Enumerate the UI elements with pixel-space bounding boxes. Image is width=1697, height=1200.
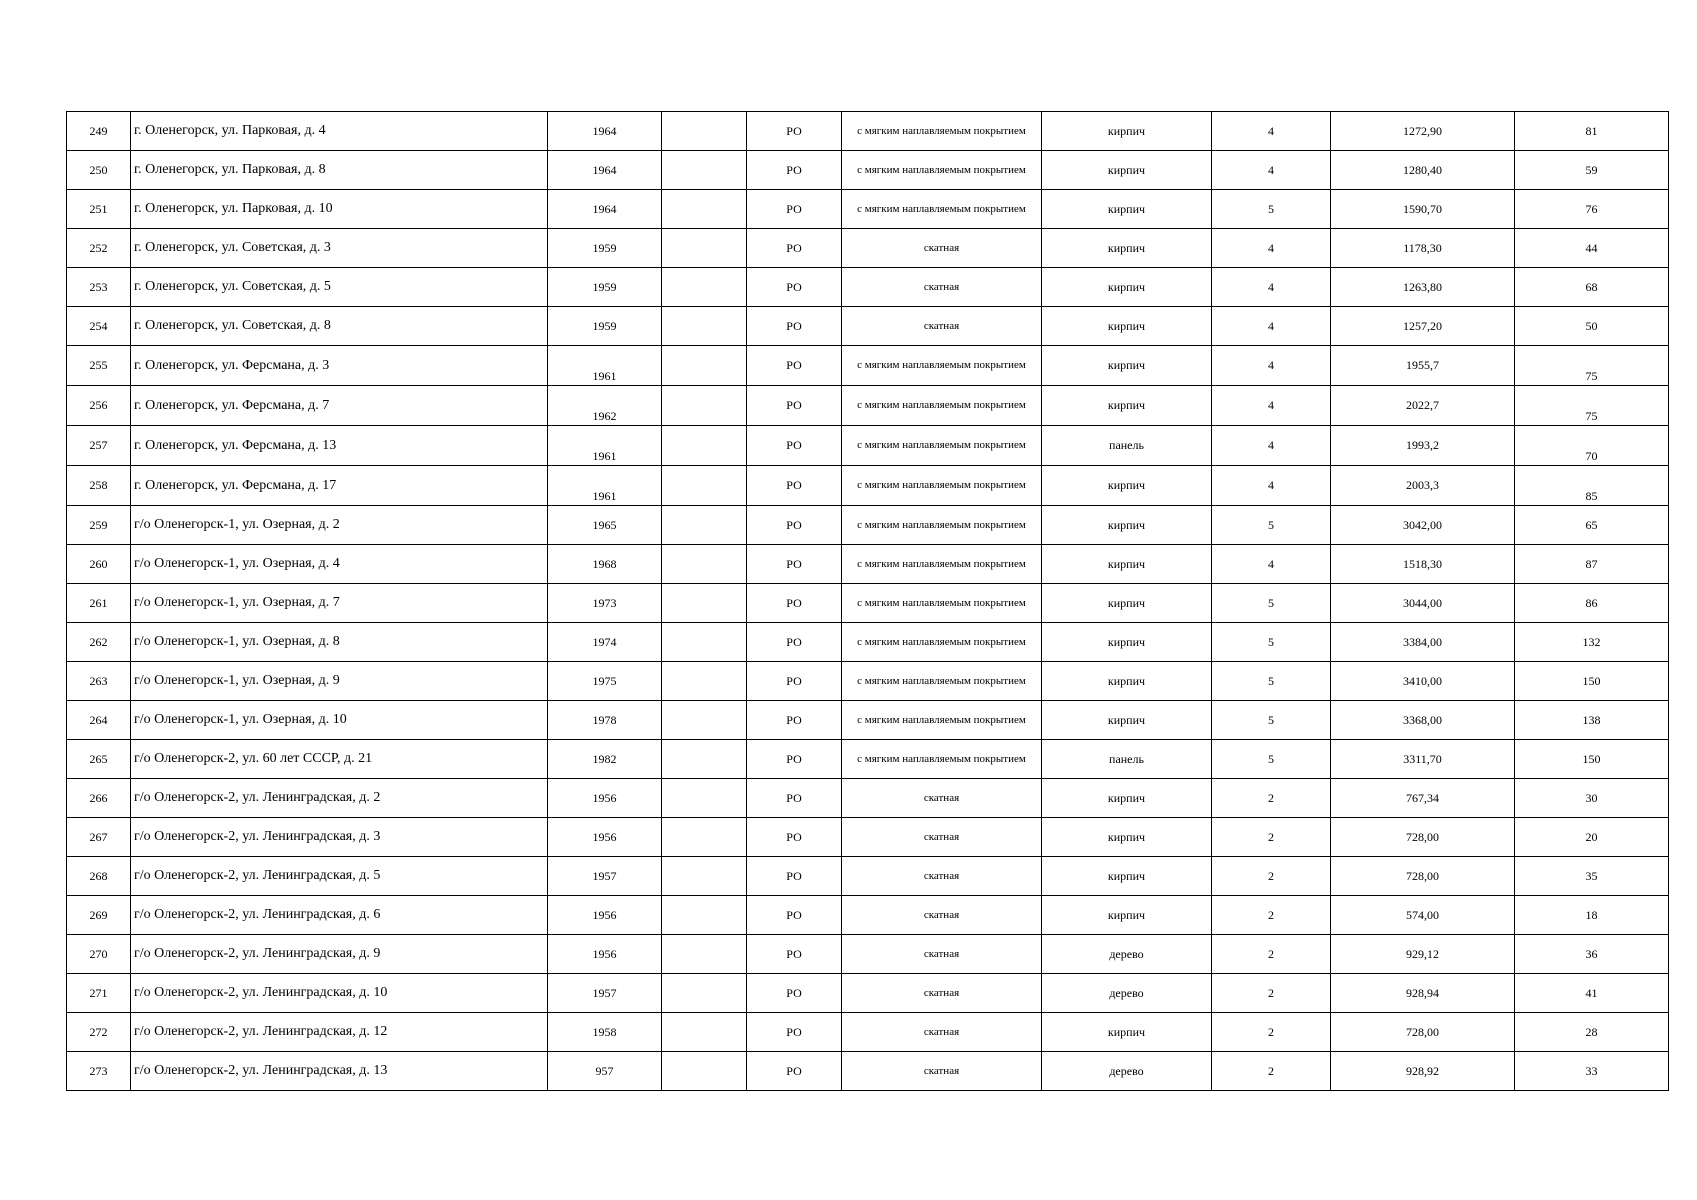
address-cell: г/о Оленегорск-2, ул. Ленинградская, д. 10 — [131, 974, 548, 1013]
method-cell: РО — [747, 623, 842, 662]
address-cell: г/о Оленегорск-1, ул. Озерная, д. 9 — [131, 662, 548, 701]
roof-type-cell: с мягким наплавляемым покрытием — [842, 426, 1042, 466]
table-row — [67, 740, 1669, 779]
residents-cell: 44 — [1515, 229, 1669, 268]
year-built-cell: 1959 — [548, 307, 662, 346]
table-row — [67, 974, 1669, 1013]
row-number-cell: 256 — [67, 386, 131, 426]
row-number-cell: 257 — [67, 426, 131, 466]
table-row — [67, 426, 1669, 466]
row-number-cell: 255 — [67, 346, 131, 386]
year-built-cell: 1975 — [548, 662, 662, 701]
address-cell: г. Оленегорск, ул. Советская, д. 8 — [131, 307, 548, 346]
method-cell: РО — [747, 426, 842, 466]
roof-type-cell: скатная — [842, 857, 1042, 896]
row-number-cell: 263 — [67, 662, 131, 701]
table-row — [67, 935, 1669, 974]
method-cell: РО — [747, 112, 842, 151]
table-row — [67, 506, 1669, 545]
floors-cell: 2 — [1212, 779, 1331, 818]
table-row — [67, 151, 1669, 190]
residents-cell: 132 — [1515, 623, 1669, 662]
wall-material-cell: кирпич — [1042, 779, 1212, 818]
area-cell: 1257,20 — [1331, 307, 1515, 346]
wall-material-cell: кирпич — [1042, 1013, 1212, 1052]
area-cell: 1518,30 — [1331, 545, 1515, 584]
address-cell: г. Оленегорск, ул. Советская, д. 3 — [131, 229, 548, 268]
wall-material-cell: кирпич — [1042, 584, 1212, 623]
residents-cell: 85 — [1515, 466, 1669, 506]
address-cell: г. Оленегорск, ул. Советская, д. 5 — [131, 268, 548, 307]
method-cell: РО — [747, 1013, 842, 1052]
residents-cell: 138 — [1515, 701, 1669, 740]
wall-material-cell: кирпич — [1042, 662, 1212, 701]
floors-cell: 5 — [1212, 701, 1331, 740]
address-cell: г/о Оленегорск-2, ул. Ленинградская, д. 12 — [131, 1013, 548, 1052]
roof-type-cell: скатная — [842, 779, 1042, 818]
wall-material-cell: панель — [1042, 426, 1212, 466]
address-cell: г. Оленегорск, ул. Парковая, д. 10 — [131, 190, 548, 229]
wall-material-cell: кирпич — [1042, 506, 1212, 545]
empty-cell — [662, 818, 747, 857]
year-built-cell: 1956 — [548, 896, 662, 935]
roof-type-cell: с мягким наплавляемым покрытием — [842, 701, 1042, 740]
roof-type-cell: с мягким наплавляемым покрытием — [842, 506, 1042, 545]
empty-cell — [662, 857, 747, 896]
row-number-cell: 252 — [67, 229, 131, 268]
row-number-cell: 266 — [67, 779, 131, 818]
roof-type-cell: с мягким наплавляемым покрытием — [842, 740, 1042, 779]
address-cell: г. Оленегорск, ул. Ферсмана, д. 7 — [131, 386, 548, 426]
table-row — [67, 818, 1669, 857]
residents-cell: 75 — [1515, 346, 1669, 386]
floors-cell: 2 — [1212, 974, 1331, 1013]
roof-type-cell: с мягким наплавляемым покрытием — [842, 112, 1042, 151]
table-row — [67, 857, 1669, 896]
empty-cell — [662, 346, 747, 386]
method-cell: РО — [747, 1052, 842, 1091]
empty-cell — [662, 268, 747, 307]
method-cell: РО — [747, 151, 842, 190]
row-number-cell: 249 — [67, 112, 131, 151]
residents-cell: 150 — [1515, 740, 1669, 779]
wall-material-cell: кирпич — [1042, 623, 1212, 662]
table-row — [67, 662, 1669, 701]
residents-cell: 75 — [1515, 386, 1669, 426]
floors-cell: 2 — [1212, 857, 1331, 896]
area-cell: 928,94 — [1331, 974, 1515, 1013]
residents-cell: 35 — [1515, 857, 1669, 896]
residents-cell: 41 — [1515, 974, 1669, 1013]
floors-cell: 5 — [1212, 662, 1331, 701]
wall-material-cell: дерево — [1042, 974, 1212, 1013]
wall-material-cell: дерево — [1042, 935, 1212, 974]
year-built-cell: 1962 — [548, 386, 662, 426]
residents-cell: 68 — [1515, 268, 1669, 307]
method-cell: РО — [747, 229, 842, 268]
residents-cell: 30 — [1515, 779, 1669, 818]
address-cell: г/о Оленегорск-2, ул. 60 лет СССР, д. 21 — [131, 740, 548, 779]
method-cell: РО — [747, 466, 842, 506]
floors-cell: 4 — [1212, 386, 1331, 426]
year-built-cell: 1968 — [548, 545, 662, 584]
address-cell: г/о Оленегорск-2, ул. Ленинградская, д. 9 — [131, 935, 548, 974]
year-built-cell: 1956 — [548, 818, 662, 857]
table-row — [67, 584, 1669, 623]
roof-type-cell: с мягким наплавляемым покрытием — [842, 623, 1042, 662]
row-number-cell: 265 — [67, 740, 131, 779]
residents-cell: 86 — [1515, 584, 1669, 623]
residents-cell: 76 — [1515, 190, 1669, 229]
residents-cell: 81 — [1515, 112, 1669, 151]
table-row — [67, 623, 1669, 662]
empty-cell — [662, 1013, 747, 1052]
address-cell: г/о Оленегорск-2, ул. Ленинградская, д. 5 — [131, 857, 548, 896]
empty-cell — [662, 151, 747, 190]
area-cell: 1178,30 — [1331, 229, 1515, 268]
floors-cell: 4 — [1212, 229, 1331, 268]
wall-material-cell: кирпич — [1042, 701, 1212, 740]
table-body — [67, 112, 1669, 1091]
table-row — [67, 1013, 1669, 1052]
row-number-cell: 270 — [67, 935, 131, 974]
method-cell: РО — [747, 701, 842, 740]
table-row — [67, 268, 1669, 307]
row-number-cell: 262 — [67, 623, 131, 662]
floors-cell: 4 — [1212, 545, 1331, 584]
wall-material-cell: кирпич — [1042, 190, 1212, 229]
row-number-cell: 269 — [67, 896, 131, 935]
wall-material-cell: кирпич — [1042, 545, 1212, 584]
table-row — [67, 190, 1669, 229]
floors-cell: 5 — [1212, 623, 1331, 662]
roof-type-cell: скатная — [842, 268, 1042, 307]
residents-cell: 150 — [1515, 662, 1669, 701]
area-cell: 3368,00 — [1331, 701, 1515, 740]
area-cell: 1263,80 — [1331, 268, 1515, 307]
table-row — [67, 346, 1669, 386]
method-cell: РО — [747, 779, 842, 818]
floors-cell: 4 — [1212, 112, 1331, 151]
area-cell: 928,92 — [1331, 1052, 1515, 1091]
method-cell: РО — [747, 935, 842, 974]
year-built-cell: 1964 — [548, 112, 662, 151]
row-number-cell: 268 — [67, 857, 131, 896]
floors-cell: 4 — [1212, 307, 1331, 346]
row-number-cell: 254 — [67, 307, 131, 346]
year-built-cell: 1982 — [548, 740, 662, 779]
area-cell: 2003,3 — [1331, 466, 1515, 506]
year-built-cell: 1956 — [548, 935, 662, 974]
year-built-cell: 1974 — [548, 623, 662, 662]
year-built-cell: 1957 — [548, 857, 662, 896]
roof-type-cell: скатная — [842, 1013, 1042, 1052]
year-built-cell: 1961 — [548, 426, 662, 466]
area-cell: 929,12 — [1331, 935, 1515, 974]
empty-cell — [662, 386, 747, 426]
floors-cell: 4 — [1212, 346, 1331, 386]
area-cell: 3042,00 — [1331, 506, 1515, 545]
table-row — [67, 466, 1669, 506]
empty-cell — [662, 779, 747, 818]
floors-cell: 2 — [1212, 896, 1331, 935]
roof-type-cell: с мягким наплавляемым покрытием — [842, 545, 1042, 584]
method-cell: РО — [747, 307, 842, 346]
floors-cell: 4 — [1212, 268, 1331, 307]
area-cell: 1993,2 — [1331, 426, 1515, 466]
address-cell: г. Оленегорск, ул. Парковая, д. 8 — [131, 151, 548, 190]
roof-type-cell: скатная — [842, 935, 1042, 974]
method-cell: РО — [747, 506, 842, 545]
year-built-cell: 1965 — [548, 506, 662, 545]
area-cell: 3384,00 — [1331, 623, 1515, 662]
empty-cell — [662, 584, 747, 623]
year-built-cell: 1959 — [548, 268, 662, 307]
wall-material-cell: кирпич — [1042, 818, 1212, 857]
year-built-cell: 1959 — [548, 229, 662, 268]
area-cell: 1272,90 — [1331, 112, 1515, 151]
table-row — [67, 307, 1669, 346]
empty-cell — [662, 426, 747, 466]
area-cell: 3044,00 — [1331, 584, 1515, 623]
empty-cell — [662, 974, 747, 1013]
year-built-cell: 1978 — [548, 701, 662, 740]
row-number-cell: 271 — [67, 974, 131, 1013]
roof-type-cell: скатная — [842, 896, 1042, 935]
empty-cell — [662, 896, 747, 935]
roof-type-cell: с мягким наплавляемым покрытием — [842, 346, 1042, 386]
floors-cell: 5 — [1212, 584, 1331, 623]
empty-cell — [662, 1052, 747, 1091]
address-cell: г/о Оленегорск-1, ул. Озерная, д. 10 — [131, 701, 548, 740]
floors-cell: 5 — [1212, 190, 1331, 229]
wall-material-cell: панель — [1042, 740, 1212, 779]
table-row — [67, 779, 1669, 818]
empty-cell — [662, 112, 747, 151]
residents-cell: 36 — [1515, 935, 1669, 974]
row-number-cell: 259 — [67, 506, 131, 545]
floors-cell: 5 — [1212, 740, 1331, 779]
address-cell: г. Оленегорск, ул. Ферсмана, д. 13 — [131, 426, 548, 466]
empty-cell — [662, 623, 747, 662]
method-cell: РО — [747, 346, 842, 386]
row-number-cell: 267 — [67, 818, 131, 857]
empty-cell — [662, 701, 747, 740]
table-row — [67, 896, 1669, 935]
year-built-cell: 957 — [548, 1052, 662, 1091]
area-cell: 767,34 — [1331, 779, 1515, 818]
wall-material-cell: кирпич — [1042, 896, 1212, 935]
floors-cell: 2 — [1212, 818, 1331, 857]
empty-cell — [662, 466, 747, 506]
year-built-cell: 1956 — [548, 779, 662, 818]
floors-cell: 4 — [1212, 151, 1331, 190]
area-cell: 1280,40 — [1331, 151, 1515, 190]
area-cell: 3410,00 — [1331, 662, 1515, 701]
address-cell: г/о Оленегорск-1, ул. Озерная, д. 7 — [131, 584, 548, 623]
area-cell: 2022,7 — [1331, 386, 1515, 426]
wall-material-cell: кирпич — [1042, 307, 1212, 346]
method-cell: РО — [747, 584, 842, 623]
roof-type-cell: скатная — [842, 818, 1042, 857]
table-row — [67, 1052, 1669, 1091]
empty-cell — [662, 307, 747, 346]
method-cell: РО — [747, 545, 842, 584]
empty-cell — [662, 506, 747, 545]
roof-type-cell: скатная — [842, 229, 1042, 268]
wall-material-cell: кирпич — [1042, 466, 1212, 506]
floors-cell: 2 — [1212, 1013, 1331, 1052]
floors-cell: 4 — [1212, 426, 1331, 466]
residents-cell: 50 — [1515, 307, 1669, 346]
residents-cell: 59 — [1515, 151, 1669, 190]
roof-type-cell: скатная — [842, 974, 1042, 1013]
row-number-cell: 258 — [67, 466, 131, 506]
table-row — [67, 229, 1669, 268]
row-number-cell: 253 — [67, 268, 131, 307]
floors-cell: 4 — [1212, 466, 1331, 506]
year-built-cell: 1961 — [548, 346, 662, 386]
table-row — [67, 112, 1669, 151]
address-cell: г/о Оленегорск-2, ул. Ленинградская, д. 3 — [131, 818, 548, 857]
table-row — [67, 386, 1669, 426]
residents-cell: 70 — [1515, 426, 1669, 466]
row-number-cell: 273 — [67, 1052, 131, 1091]
method-cell: РО — [747, 268, 842, 307]
residents-cell: 33 — [1515, 1052, 1669, 1091]
wall-material-cell: кирпич — [1042, 857, 1212, 896]
residents-cell: 20 — [1515, 818, 1669, 857]
table-row — [67, 545, 1669, 584]
address-cell: г. Оленегорск, ул. Ферсмана, д. 17 — [131, 466, 548, 506]
empty-cell — [662, 190, 747, 229]
residents-cell: 18 — [1515, 896, 1669, 935]
wall-material-cell: кирпич — [1042, 268, 1212, 307]
table-row — [67, 701, 1669, 740]
address-cell: г/о Оленегорск-1, ул. Озерная, д. 2 — [131, 506, 548, 545]
wall-material-cell: кирпич — [1042, 151, 1212, 190]
roof-type-cell: с мягким наплавляемым покрытием — [842, 466, 1042, 506]
row-number-cell: 251 — [67, 190, 131, 229]
residents-cell: 28 — [1515, 1013, 1669, 1052]
roof-type-cell: с мягким наплавляемым покрытием — [842, 386, 1042, 426]
address-cell: г/о Оленегорск-1, ул. Озерная, д. 8 — [131, 623, 548, 662]
row-number-cell: 260 — [67, 545, 131, 584]
empty-cell — [662, 662, 747, 701]
empty-cell — [662, 229, 747, 268]
floors-cell: 5 — [1212, 506, 1331, 545]
floors-cell: 2 — [1212, 935, 1331, 974]
row-number-cell: 261 — [67, 584, 131, 623]
roof-type-cell: скатная — [842, 307, 1042, 346]
year-built-cell: 1964 — [548, 190, 662, 229]
roof-type-cell: с мягким наплавляемым покрытием — [842, 190, 1042, 229]
year-built-cell: 1957 — [548, 974, 662, 1013]
year-built-cell: 1973 — [548, 584, 662, 623]
area-cell: 728,00 — [1331, 857, 1515, 896]
roof-type-cell: скатная — [842, 1052, 1042, 1091]
wall-material-cell: дерево — [1042, 1052, 1212, 1091]
year-built-cell: 1964 — [548, 151, 662, 190]
wall-material-cell: кирпич — [1042, 112, 1212, 151]
address-cell: г/о Оленегорск-2, ул. Ленинградская, д. 6 — [131, 896, 548, 935]
address-cell: г. Оленегорск, ул. Парковая, д. 4 — [131, 112, 548, 151]
method-cell: РО — [747, 386, 842, 426]
method-cell: РО — [747, 662, 842, 701]
area-cell: 728,00 — [1331, 818, 1515, 857]
roof-type-cell: с мягким наплавляемым покрытием — [842, 662, 1042, 701]
area-cell: 574,00 — [1331, 896, 1515, 935]
address-cell: г/о Оленегорск-2, ул. Ленинградская, д. 2 — [131, 779, 548, 818]
row-number-cell: 272 — [67, 1013, 131, 1052]
method-cell: РО — [747, 974, 842, 1013]
year-built-cell: 1961 — [548, 466, 662, 506]
method-cell: РО — [747, 818, 842, 857]
address-cell: г. Оленегорск, ул. Ферсмана, д. 3 — [131, 346, 548, 386]
area-cell: 1590,70 — [1331, 190, 1515, 229]
housing-registry-table — [66, 111, 1669, 1091]
address-cell: г/о Оленегорск-2, ул. Ленинградская, д. 13 — [131, 1052, 548, 1091]
year-built-cell: 1958 — [548, 1013, 662, 1052]
area-cell: 1955,7 — [1331, 346, 1515, 386]
empty-cell — [662, 545, 747, 584]
empty-cell — [662, 740, 747, 779]
method-cell: РО — [747, 896, 842, 935]
row-number-cell: 250 — [67, 151, 131, 190]
address-cell: г/о Оленегорск-1, ул. Озерная, д. 4 — [131, 545, 548, 584]
empty-cell — [662, 935, 747, 974]
floors-cell: 2 — [1212, 1052, 1331, 1091]
method-cell: РО — [747, 857, 842, 896]
area-cell: 3311,70 — [1331, 740, 1515, 779]
method-cell: РО — [747, 190, 842, 229]
residents-cell: 65 — [1515, 506, 1669, 545]
roof-type-cell: с мягким наплавляемым покрытием — [842, 584, 1042, 623]
method-cell: РО — [747, 740, 842, 779]
wall-material-cell: кирпич — [1042, 386, 1212, 426]
roof-type-cell: с мягким наплавляемым покрытием — [842, 151, 1042, 190]
wall-material-cell: кирпич — [1042, 346, 1212, 386]
residents-cell: 87 — [1515, 545, 1669, 584]
area-cell: 728,00 — [1331, 1013, 1515, 1052]
row-number-cell: 264 — [67, 701, 131, 740]
wall-material-cell: кирпич — [1042, 229, 1212, 268]
